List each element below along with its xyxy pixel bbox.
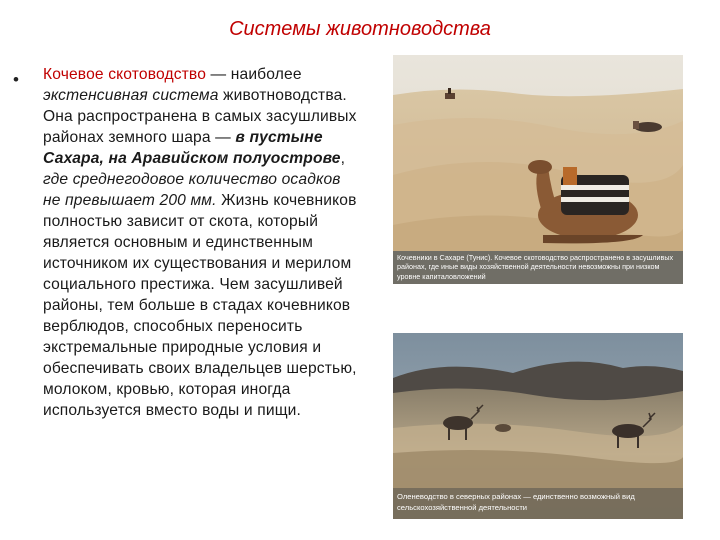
text-rest: Жизнь кочевников полностью зависит от скота, который является основным и единственным источником их существования и мерилом социального престижа. Чем засушливей районы, тем больше в стадах кочевников верблюдов, способных переносить экстремальные природные условия и обеспечивать своих владельцев шерстью, молоком, кровью, которая иногда используется вместо воды и пищи. — [43, 192, 357, 419]
bullet-marker: • — [13, 70, 19, 89]
camel-desert-photo — [393, 55, 683, 284]
text-extensive-system: экстенсивная система — [43, 87, 219, 104]
reindeer-photo-caption: Оленеводство в северных районах — единственно возможный вид сельскохозяйственной деятельности — [393, 488, 683, 519]
text-distribution: животноводства. Она распространена в самых засушливых районах земного шара — — [43, 87, 357, 146]
text-comma: , — [340, 150, 346, 167]
body-paragraph — [43, 64, 361, 421]
reindeer-tundra-photo — [393, 333, 683, 519]
camel-photo-caption: Кочевники в Сахаре (Тунис). Кочевое скотоводство распространено в засушливых районах, где иные виды хозяйственной деятельности невозможны при низком уровне капиталовложений — [393, 251, 683, 285]
term-nomadic-herding: Кочевое скотоводство — [43, 66, 207, 83]
text-rainfall: где среднегодовое количество осадков не превышает 200 мм. — [43, 171, 341, 209]
text-deserts: в пустыне Сахара, на Аравийском полуострове — [43, 129, 341, 167]
slide-title: Системы животноводства — [229, 18, 491, 40]
text-intro: — наиболее — [206, 66, 302, 83]
